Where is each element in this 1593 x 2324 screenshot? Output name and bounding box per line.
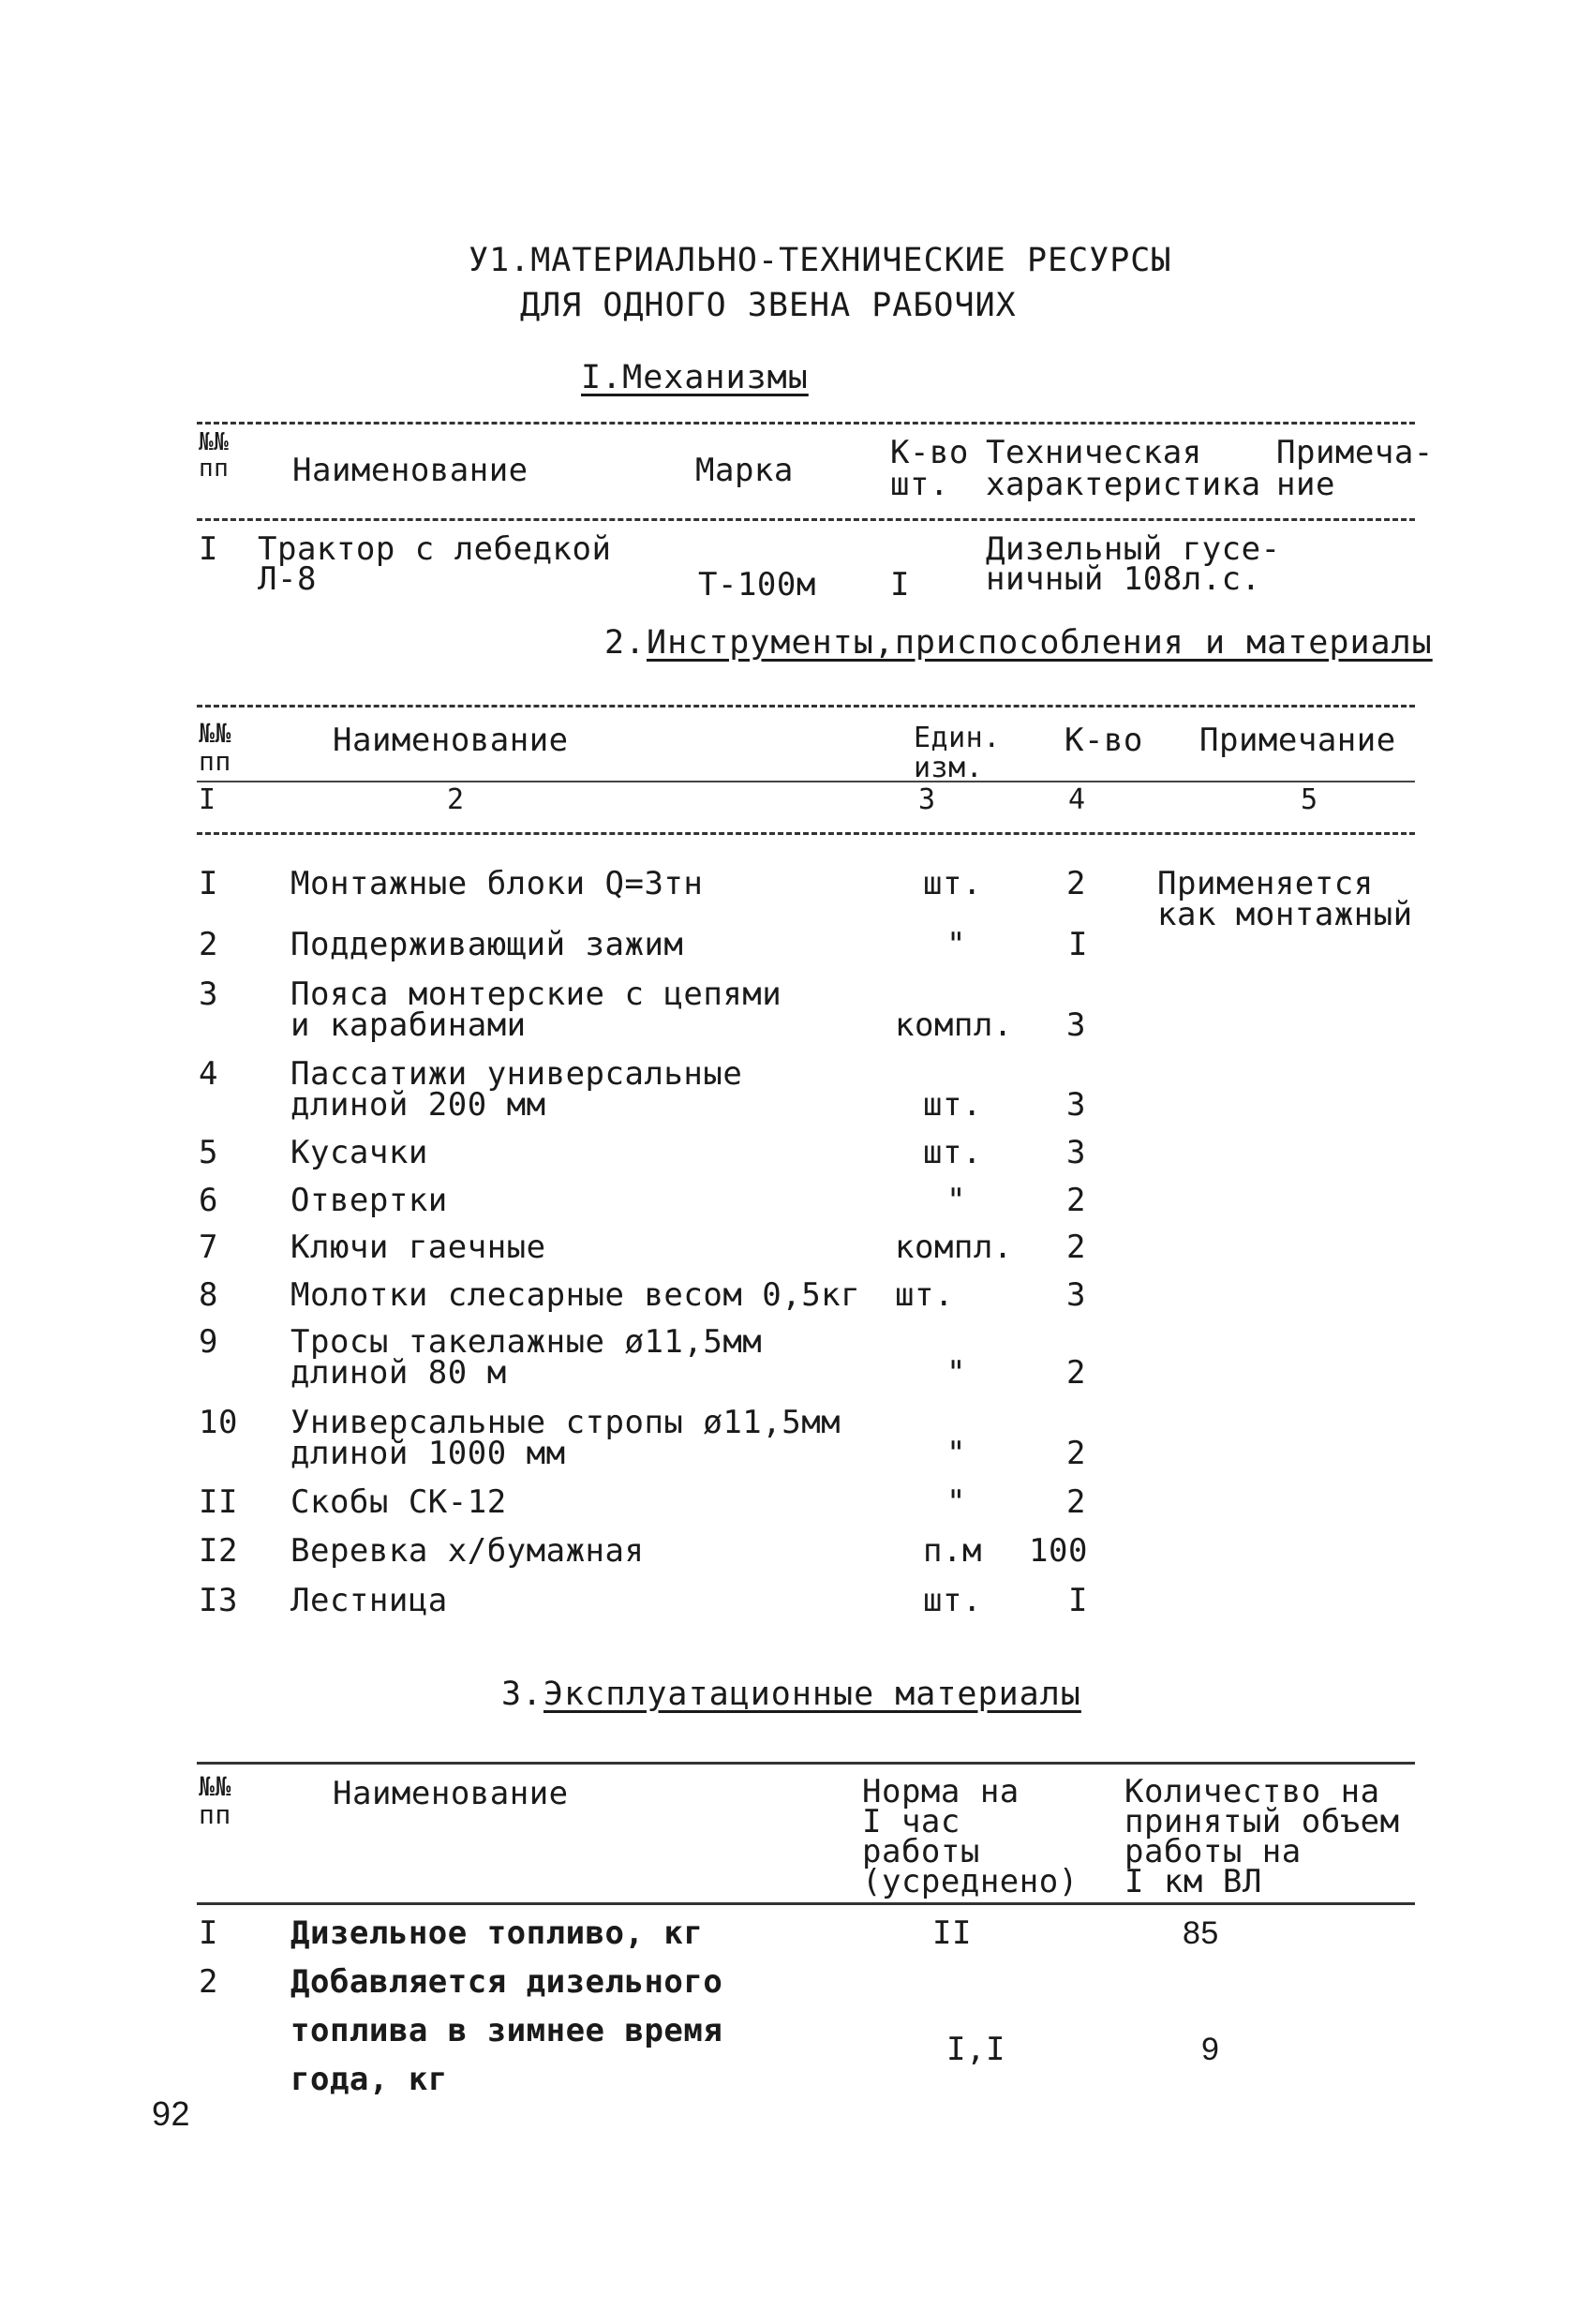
table-row-qty: 3 <box>1066 1276 1086 1314</box>
table-row-name-cont: топлива в зимнее время <box>290 2012 723 2049</box>
table-row-name: Поддерживающий зажим <box>290 926 684 963</box>
section2-colnum-1: I <box>199 783 216 816</box>
section1-header-spec: Техническая характеристика <box>986 434 1261 503</box>
section1-row1-num: I <box>199 530 218 568</box>
table-row-name: Кусачки <box>290 1134 428 1171</box>
section2-header-rule <box>197 832 1415 835</box>
table-row-num: 6 <box>199 1182 218 1219</box>
section2-title-prefix: 2. <box>604 624 647 662</box>
table-row-unit: компл. <box>895 1229 1013 1266</box>
table-row-name: Скобы СК-12 <box>290 1483 507 1521</box>
table-row-name-cont: года, кг <box>290 2061 448 2098</box>
table-row-name: Добавляется дизельного <box>290 1963 723 2001</box>
table-row-name-cont: длиной 80 м <box>290 1354 507 1392</box>
table-row-name-cont: длиной 1000 мм <box>290 1435 566 1472</box>
table-row-num: I3 <box>199 1582 238 1619</box>
table-row-unit: п.м <box>923 1532 982 1570</box>
table-row-unit: компл. <box>895 1006 1013 1044</box>
table-row-unit: " <box>946 1483 966 1521</box>
section1-row1-brand: Т-100м <box>698 566 816 603</box>
section3-title: Эксплуатационные материалы <box>543 1676 1081 1713</box>
table-row-norm: I,I <box>946 2031 1005 2068</box>
table-row-qty: 3 <box>1066 1006 1086 1044</box>
section2-subheader-rule <box>197 781 1415 782</box>
table-row-name: Отвертки <box>290 1182 448 1219</box>
table-row-num: 8 <box>199 1276 218 1314</box>
section2-header-unit: Един. изм. <box>914 722 1001 784</box>
table-row-name: Молотки слесарные весом 0,5кг <box>290 1276 861 1314</box>
table-row-qty: 2 <box>1066 865 1086 902</box>
table-row-unit: " <box>946 1354 966 1392</box>
table-row-qty: 2 <box>1066 1354 1086 1392</box>
section3-header-num: №№ пп <box>199 1771 231 1830</box>
table-row-qty: 2 <box>1066 1229 1086 1266</box>
table-row-name: Тросы такелажные ø11,5мм <box>290 1323 763 1361</box>
section3-header-total: Количество на принятый объем работы на I км ВЛ <box>1124 1773 1400 1900</box>
table-row-name: Пассатижи универсальные <box>290 1055 743 1093</box>
table-row-name: Универсальные стропы ø11,5мм <box>290 1404 841 1441</box>
section1-row1-qty: I <box>890 566 910 603</box>
section1-top-rule <box>197 422 1415 425</box>
section1-row1-spec-cont: ничный 108л.с. <box>986 560 1261 598</box>
section3-top-rule <box>197 1762 1415 1765</box>
table-row-name: Пояса монтерские с цепями <box>290 976 782 1013</box>
section1-row1-spec: Дизельный гусе- <box>986 530 1281 568</box>
section3-header-norm: Норма на I час работы (усреднено) <box>862 1773 1079 1900</box>
table-row-qty: I <box>1068 1582 1088 1619</box>
section1-title: I.Механизмы <box>581 359 809 396</box>
section1-header-brand: Марка <box>695 452 794 489</box>
table-row-unit: " <box>946 1435 966 1472</box>
table-row-note: Применяется <box>1157 865 1374 902</box>
table-row-name: Ключи гаечные <box>290 1229 546 1266</box>
section3-header-rule <box>197 1902 1415 1905</box>
section2-header-note: Примечание <box>1199 722 1396 759</box>
section2-top-rule <box>197 705 1415 708</box>
section2-header-qty: К-во <box>1064 722 1143 759</box>
document-title-line1: У1.МАТЕРИАЛЬНО-ТЕХНИЧЕСКИЕ РЕСУРСЫ <box>469 242 1172 279</box>
table-row-unit: шт. <box>895 1276 954 1314</box>
table-row-qty: 2 <box>1066 1483 1086 1521</box>
section2-colnum-5: 5 <box>1301 783 1318 816</box>
table-row-unit: шт. <box>923 1134 982 1171</box>
table-row-num: 2 <box>199 926 218 963</box>
section1-row1-name-cont: Л-8 <box>258 560 317 598</box>
table-row-qty: I <box>1068 926 1088 963</box>
table-row-total: 9 <box>1201 2032 1220 2067</box>
table-row-num: 3 <box>199 976 218 1013</box>
table-row-unit: шт. <box>923 1582 982 1619</box>
section1-header-qty: К-во шт. <box>890 434 969 503</box>
table-row-name: Монтажные блоки Q=3тн <box>290 865 704 902</box>
table-row-qty: 2 <box>1066 1435 1086 1472</box>
table-row-name: Веревка х/бумажная <box>290 1532 645 1570</box>
table-row-num: I2 <box>199 1532 238 1570</box>
table-row-num: 5 <box>199 1134 218 1171</box>
table-row-note-cont: как монтажный <box>1157 896 1413 933</box>
section2-colnum-4: 4 <box>1068 783 1086 816</box>
section2-header-num: №№ пп <box>199 718 231 777</box>
table-row-unit: шт. <box>923 865 982 902</box>
table-row-num: I <box>199 1914 218 1952</box>
section1-header-note: Примеча- ние <box>1276 434 1434 503</box>
table-row-qty: 100 <box>1029 1532 1088 1570</box>
table-row-num: 10 <box>199 1404 238 1441</box>
document-title-line2: ДЛЯ ОДНОГО ЗВЕНА РАБОЧИХ <box>520 287 1017 324</box>
section1-header-num: №№ пп <box>199 428 230 483</box>
section2-header-name: Наименование <box>333 722 569 759</box>
table-row-num: II <box>199 1483 238 1521</box>
section2-title: Инструменты,приспособления и материалы <box>647 624 1433 662</box>
table-row-num: 4 <box>199 1055 218 1093</box>
table-row-total: 85 <box>1183 1915 1219 1951</box>
table-row-norm: II <box>932 1914 972 1952</box>
table-row-name: Дизельное топливо, кг <box>290 1914 704 1952</box>
table-row-qty: 2 <box>1066 1182 1086 1219</box>
table-row-qty: 3 <box>1066 1134 1086 1171</box>
table-row-num: 2 <box>199 1963 218 2001</box>
section3-header-name: Наименование <box>333 1775 569 1812</box>
table-row-unit: " <box>946 1182 966 1219</box>
table-row-name: Лестница <box>290 1582 448 1619</box>
table-row-num: I <box>199 865 218 902</box>
table-row-name-cont: и карабинами <box>290 1006 527 1044</box>
table-row-num: 9 <box>199 1323 218 1361</box>
section3-title-prefix: 3. <box>501 1676 543 1713</box>
table-row-num: 7 <box>199 1229 218 1266</box>
table-row-name-cont: длиной 200 мм <box>290 1086 546 1124</box>
section2-colnum-3: 3 <box>918 783 936 816</box>
table-row-qty: 3 <box>1066 1086 1086 1124</box>
section2-colnum-2: 2 <box>447 783 465 816</box>
table-row-unit: шт. <box>923 1086 982 1124</box>
section1-row1-name: Трактор с лебедкой <box>258 530 612 568</box>
table-row-unit: " <box>946 926 966 963</box>
section1-header-name: Наименование <box>292 452 529 489</box>
page-number: 92 <box>152 2094 191 2133</box>
section1-header-rule <box>197 518 1415 521</box>
